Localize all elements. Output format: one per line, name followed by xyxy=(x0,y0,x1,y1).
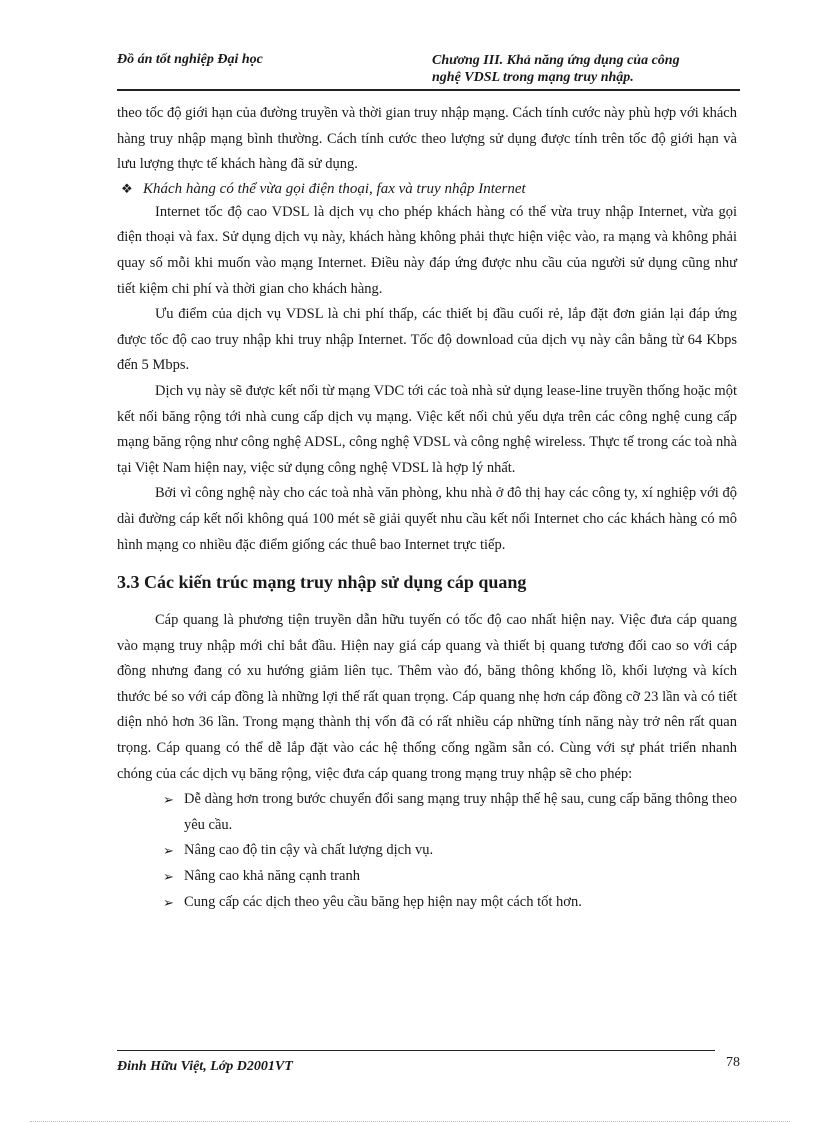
subheading xyxy=(117,178,737,200)
list-item-text: Cung cấp các dịch theo yêu cầu băng hẹp hiện nay một cách tốt hơn. xyxy=(184,893,582,910)
paragraph-fiber-optic: Cáp quang là phương tiện truyền dẫn hữu tuyến có tốc độ cao nhất hiện nay. Việc đưa cáp quang vào mạng truy nhập mới chỉ bắt đầu. Hiện nay giá cáp quang và thiết bị quang tương đối cao so với cáp đồng nhưng đang có xu hướng giảm liên tục. Thêm vào đó, băng thông khổng lồ, khối lượng và kích thước bé so với cáp đồng là những lợi thế rất quan trọng. Cáp quang nhẹ hơn cáp đồng cỡ 23 lần và có tiết diện nhỏ hơn 36 lần. Trong mạng thành thị vốn đã có rất nhiều cáp những tính năng này trở nên rất quan trọng. Cáp quang có thể dễ lắp đặt vào các hệ thống cống ngầm sẵn có. Cùng với sự phát triển nhanh chóng của các dịch vụ băng rộng, việc đưa cáp quang trong mạng truy nhập sẽ cho phép: xyxy=(117,612,737,782)
page-footer xyxy=(117,1050,740,1080)
page-number: 78 xyxy=(726,1055,740,1070)
paragraph-vdsl-connection: Dịch vụ này sẽ được kết nối từ mạng VDC tới các toà nhà sử dụng lease-line truyền thống hoặc một kết nối băng rộng tới nhà cung cấp dịch vụ mạng. Việc kết nối chủ yếu dựa trên các công nghệ cung cấp mạng băng rộng như công nghệ ADSL, công nghệ VDSL và công nghệ wireless. Thực tế trong các toà nhà tại Việt Nam hiện nay, việc sử dụng công nghệ VDSL là hợp lý nhất. xyxy=(117,382,737,476)
header-chapter-line-2: nghệ VDSL trong mạng truy nhập. xyxy=(432,70,634,85)
footer-rule xyxy=(117,1050,715,1051)
list-item xyxy=(117,787,737,838)
paragraph-vdsl-advantages: Ưu điểm của dịch vụ VDSL là chi phí thấp, các thiết bị đầu cuối rẻ, lắp đặt đơn giản lại đáp ứng được tốc độ cao truy nhập khi truy nhập Internet. Tốc độ download của dịch vụ này cân bằng từ 64 Kbps đến 5 Mbps. xyxy=(117,306,737,374)
arrowhead-bullet-icon: ➢ xyxy=(163,792,174,808)
section-heading: 3.3 Các kiến trúc mạng truy nhập sử dụng cáp quang xyxy=(117,572,527,593)
arrowhead-bullet-icon: ➢ xyxy=(163,869,174,885)
page-header xyxy=(117,52,740,94)
page-body xyxy=(117,101,737,915)
list-item xyxy=(117,838,737,864)
header-document-title: Đồ án tốt nghiệp Đại học xyxy=(117,52,263,67)
arrowhead-bullet-icon: ➢ xyxy=(163,894,174,910)
paragraph-vdsl-buildings: Bởi vì công nghệ này cho các toà nhà văn phòng, khu nhà ở đô thị hay các công ty, xí nghiệp với độ dài đường cáp kết nối không quá 100 mét sẽ giải quyết nhu cầu kết nối Internet cho các khách hàng có mô hình mạng co nhiều đặc điểm giống các thuê bao Internet trực tiếp. xyxy=(117,485,737,553)
page-bottom-dotted-divider xyxy=(30,1121,790,1122)
list-item xyxy=(117,864,737,890)
diamond-bullet-icon: ❖ xyxy=(121,180,133,196)
header-rule xyxy=(117,89,740,91)
subheading-text: Khách hàng có thể vừa gọi điện thoại, fax và truy nhập Internet xyxy=(143,180,526,197)
paragraph-vdsl-service: Internet tốc độ cao VDSL là dịch vụ cho phép khách hàng có thể vừa truy nhập Internet, vừa gọi điện thoại và fax. Sử dụng dịch vụ này, khách hàng không phải thực hiện việc vào, ra mạng và không phải quay số mỗi khi muốn vào mạng Internet. Điều này đáp ứng được nhu cầu của người sử dụng cũng như tiết kiệm chi phí và thời gian cho khách hàng. xyxy=(117,203,737,297)
list-item-text: Nâng cao khả năng cạnh tranh xyxy=(184,868,360,885)
list-item-text: Dễ dàng hơn trong bước chuyển đổi sang mạng truy nhập thế hệ sau, cung cấp băng thông theo yêu cầu. xyxy=(184,791,737,833)
header-chapter-line-1: Chương III. Khả năng ứng dụng của công xyxy=(432,53,680,68)
list-item xyxy=(117,890,737,916)
footer-author: Đinh Hữu Việt, Lớp D2001VT xyxy=(117,1059,293,1074)
header-chapter-title xyxy=(432,52,680,86)
list-item-text: Nâng cao độ tin cậy và chất lượng dịch vụ. xyxy=(184,842,434,859)
benefit-list xyxy=(117,787,737,915)
paragraph-continuation: theo tốc độ giới hạn của đường truyền và thời gian truy nhập mạng. Cách tính cước này phù hợp với khách hàng truy nhập mạng bình thường. Cách tính cước theo lượng sử dụng được tính trên tốc độ giới hạn và lưu lượng thực tế khách hàng đã sử dụng. xyxy=(117,105,737,173)
arrowhead-bullet-icon: ➢ xyxy=(163,843,174,859)
